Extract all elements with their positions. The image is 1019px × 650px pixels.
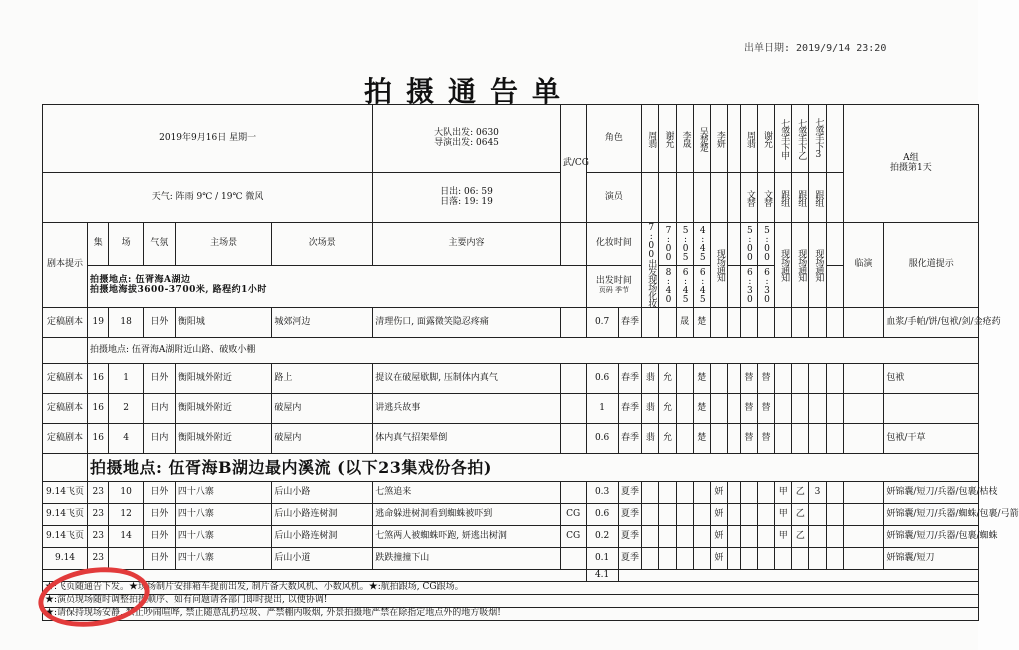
cell-main: 衡阳城外附近 [175, 424, 271, 454]
cell-main: 四十八寨 [175, 526, 271, 548]
departure-times [373, 105, 561, 173]
cell-costume: 妍锦囊/短刀 [884, 548, 979, 570]
table-row [43, 364, 979, 394]
cell-role-mark [727, 308, 740, 338]
table-row [43, 548, 979, 570]
cell-sc: 12 [109, 504, 143, 526]
group-name: A组 [903, 152, 919, 163]
cell-role-mark [676, 548, 693, 570]
cell-sc: 1 [109, 364, 143, 394]
cell-role-mark [757, 482, 774, 504]
role-name: 李妍 [710, 105, 727, 173]
cell-role-mark [710, 308, 727, 338]
scene-group-c [43, 482, 1019, 570]
cell-sub: 后山小道 [272, 548, 373, 570]
cell-role-mark [693, 548, 710, 570]
cell-sc: 4 [109, 424, 143, 454]
actor-name: 文替 [740, 173, 757, 223]
makeup-time: 5:00 [757, 223, 774, 266]
cell-ep: 23 [88, 526, 109, 548]
cell-tag: 定稿剧本 [43, 424, 88, 454]
cell-role-mark [642, 308, 659, 338]
cell-sub: 路上 [272, 364, 373, 394]
cell-main: 四十八寨 [175, 482, 271, 504]
depart-time-label: 出发时间 页码 季节 [586, 265, 642, 308]
cell-season: 夏季 [618, 504, 642, 526]
cell-role-mark: 替 [740, 424, 757, 454]
col-costume: 服化道提示 [884, 223, 979, 308]
actor-name: 跟组 [775, 173, 792, 223]
cell-role-mark [693, 482, 710, 504]
onsite-notice: 现场通知 [775, 223, 792, 308]
cell-role-mark [809, 364, 826, 394]
cell-cg [560, 308, 586, 338]
role-name: 谢允 [757, 105, 774, 173]
shoot-date: 2019年9月16日 星期一 [43, 105, 373, 173]
role-name: 吴楚楚 [693, 105, 710, 173]
cell-season: 夏季 [618, 548, 642, 570]
cell-content: 七煞两人被蜘蛛吓跑, 妍逃出树洞 [373, 526, 561, 548]
cell-main: 四十八寨 [175, 548, 271, 570]
makeup-time: 5:05 [676, 223, 693, 266]
depart-time: 6:45 [676, 265, 693, 308]
note-line: ★:演员现场随时调整拍摄顺序、如有问题请各部门即时提出, 以便协调! [43, 595, 979, 608]
cell-sc: 18 [109, 308, 143, 338]
cell-tag: 定稿剧本 [43, 364, 88, 394]
cell-pg: 0.6 [586, 424, 618, 454]
cell-pg: 1 [586, 394, 618, 424]
cell-season: 春季 [618, 308, 642, 338]
cell-role-mark: 3 [809, 482, 826, 504]
cell-role-mark [659, 482, 676, 504]
table-row [43, 482, 979, 504]
cell-season: 夏季 [618, 526, 642, 548]
cell-role-mark [757, 526, 774, 548]
cell-content: 逃命躲进树洞看到蜘蛛被吓到 [373, 504, 561, 526]
cell-role-mark [775, 548, 792, 570]
cell-role-mark [792, 308, 809, 338]
cell-main: 衡阳城 [175, 308, 271, 338]
cell-content: 清理伤口, 面露微笑隐忍疼痛 [373, 308, 561, 338]
cell-cg [560, 364, 586, 394]
role-name [727, 105, 740, 173]
cell-mood: 日外 [143, 504, 175, 526]
role-name: 谢允 [659, 105, 676, 173]
role-name: 周翡 [740, 105, 757, 173]
altitude-line: 拍摄地海拔3600-3700米, 路程约1小时 [90, 285, 267, 296]
col-main-set: 主场景 [175, 223, 271, 266]
cell-role-mark: 妍 [710, 482, 727, 504]
cell-season: 春季 [618, 364, 642, 394]
sunrise: 日出: 06: 59 [440, 186, 493, 197]
cell-role-mark: 甲 [775, 526, 792, 548]
cell-mood: 日外 [143, 364, 175, 394]
cell-role-mark [727, 548, 740, 570]
cell-temp [843, 394, 884, 424]
cell-role-mark [740, 526, 757, 548]
cell-role-mark: 楚 [693, 394, 710, 424]
cell-role-mark [809, 394, 826, 424]
cell-cg: CG [560, 504, 586, 526]
cell-role-mark [757, 308, 774, 338]
cell-season: 夏季 [618, 482, 642, 504]
cell-mood: 日外 [143, 308, 175, 338]
role-name: 七煞手下乙 [792, 105, 809, 173]
cell-tag: 9.14 [43, 548, 88, 570]
cell-role-mark [676, 482, 693, 504]
cell-role-mark: 替 [740, 364, 757, 394]
cell-role-mark: 楚 [693, 424, 710, 454]
actor-name [710, 173, 727, 223]
cell-temp [843, 424, 884, 454]
cell-tag: 定稿剧本 [43, 394, 88, 424]
cell-role-mark: 翡 [642, 424, 659, 454]
cell-role-mark: 楚 [693, 308, 710, 338]
cell-role-mark [727, 526, 740, 548]
cell-role-mark: 乙 [792, 504, 809, 526]
actor-label: 演员 [586, 173, 642, 223]
cell-role-mark [809, 424, 826, 454]
cell-sub: 后山小路 [272, 482, 373, 504]
page-title: 拍摄通告单 [364, 75, 575, 108]
scene-group-a [43, 308, 1001, 338]
location-secondary: 拍摄地点: 伍胥海A湖附近山路、破败小棚 [88, 338, 979, 364]
cell-role-mark: 替 [740, 394, 757, 424]
cell-content: 提议在破屋歇脚, 压制体内真气 [373, 364, 561, 394]
depart-time: 6:30 [757, 265, 774, 308]
cell-role-mark [809, 548, 826, 570]
col-sub-set: 次场景 [272, 223, 373, 266]
cell-role-mark [792, 424, 809, 454]
makeup-time: 7:00 [659, 223, 676, 266]
cell-temp [843, 364, 884, 394]
cell-role-mark [642, 526, 659, 548]
cell-role-mark [710, 364, 727, 394]
cell-role-mark [809, 526, 826, 548]
table-row [43, 308, 979, 338]
call-sheet-table [42, 104, 1019, 621]
cell-role-mark [727, 504, 740, 526]
cell-role-mark: 晟 [676, 308, 693, 338]
cell-role-mark: 允 [659, 394, 676, 424]
cell-role-mark [792, 548, 809, 570]
cell-role-mark [727, 364, 740, 394]
location-tertiary: 拍摄地点: 伍胥海B湖边最内溪流 (以下23集戏份各拍) [88, 454, 979, 482]
sunset: 日落: 19: 19 [440, 196, 493, 207]
col-temp-actors: 临演 [843, 223, 884, 308]
scene-group-b [43, 364, 979, 454]
makeup-time: 4:45 [693, 223, 710, 266]
cell-content: 跌跌撞撞下山 [373, 548, 561, 570]
cell-cg [560, 424, 586, 454]
cell-role-mark [676, 364, 693, 394]
cell-ep: 23 [88, 548, 109, 570]
cell-pg: 0.7 [586, 308, 618, 338]
table-row [43, 526, 979, 548]
cell-sc: 10 [109, 482, 143, 504]
cell-role-mark: 妍 [710, 526, 727, 548]
wu-cg-label: 武/CG [560, 105, 586, 223]
cell-role-mark: 替 [757, 364, 774, 394]
cell-role-mark: 乙 [792, 526, 809, 548]
cell-costume [884, 394, 979, 424]
cell-role-mark [727, 424, 740, 454]
cell-sub: 后山小路连树洞 [272, 526, 373, 548]
actor-name: 文替 [757, 173, 774, 223]
cell-role-mark [792, 394, 809, 424]
cell-cg [560, 548, 586, 570]
cell-temp [843, 482, 884, 504]
location-line: 拍摄地点: 伍胥海A湖边 [90, 275, 191, 286]
actor-name [693, 173, 710, 223]
note-line: ★:飞页随通告下发。★现场制片安排箱车提前出发, 制片备大数风机、小数风机。★:航拍跟场, CG跟场。 [43, 582, 979, 595]
makeup-time-label: 化妆时间 [586, 223, 642, 266]
cell-ep: 23 [88, 482, 109, 504]
cell-mood: 日内 [143, 424, 175, 454]
cell-cg: CG [560, 526, 586, 548]
group-badge [843, 105, 978, 223]
cell-role-mark [642, 504, 659, 526]
cell-role-mark [659, 548, 676, 570]
actor-name [659, 173, 676, 223]
cell-role-mark [710, 394, 727, 424]
cell-temp [843, 308, 884, 338]
role-name: 周翡 [642, 105, 659, 173]
cell-season: 春季 [618, 424, 642, 454]
season-label: 季节 [615, 286, 630, 295]
cell-role-mark [676, 504, 693, 526]
cell-role-mark [809, 504, 826, 526]
depart-time: 8:40 [659, 265, 676, 308]
col-content: 主要内容 [373, 223, 561, 266]
cell-role-mark [740, 308, 757, 338]
cell-role-mark: 替 [757, 424, 774, 454]
cell-role-mark [740, 548, 757, 570]
cell-tag: 9.14飞页 [43, 504, 88, 526]
role-name: 七煞手下3 [809, 105, 826, 173]
cell-main: 衡阳城外附近 [175, 394, 271, 424]
cell-role-mark [757, 548, 774, 570]
cell-sub: 破屋内 [272, 394, 373, 424]
depart-time: 6:30 [740, 265, 757, 308]
cell-role-mark: 允 [659, 364, 676, 394]
cell-costume: 包袱/干草 [884, 424, 979, 454]
actor-name: 跟组 [792, 173, 809, 223]
cell-ep: 16 [88, 364, 109, 394]
cell-content: 体内真气招架晕倒 [373, 424, 561, 454]
cell-costume: 包袱 [884, 364, 979, 394]
shoot-day: 拍摄第1天 [889, 162, 932, 173]
cell-role-mark [792, 364, 809, 394]
cell-role-mark [740, 504, 757, 526]
cell-role-mark [727, 394, 740, 424]
table-row [43, 504, 979, 526]
cell-role-mark [775, 308, 792, 338]
cell-sc: 2 [109, 394, 143, 424]
cell-temp [843, 548, 884, 570]
cell-costume: 妍锦囊/短刀/兵器/蜘蛛/包裹/弓箭 [884, 504, 979, 526]
cell-role-mark [642, 482, 659, 504]
makeup-time: 5:00 [740, 223, 757, 266]
col-script: 剧本提示 [43, 223, 88, 308]
role-name: 李晟 [676, 105, 693, 173]
cell-mood: 日外 [143, 526, 175, 548]
cell-role-mark [659, 526, 676, 548]
cell-role-mark [693, 504, 710, 526]
cell-temp [843, 504, 884, 526]
col-episode: 集 [88, 223, 109, 266]
cell-role-mark [676, 424, 693, 454]
cell-role-mark: 允 [659, 424, 676, 454]
cell-pg: 0.6 [586, 504, 618, 526]
cell-mood: 日外 [143, 482, 175, 504]
cell-ep: 16 [88, 394, 109, 424]
cell-season: 春季 [618, 394, 642, 424]
cell-role-mark: 乙 [792, 482, 809, 504]
cell-costume: 血浆/手帕/饼/包袱/剑/金疮药 [884, 308, 979, 338]
makeup-note: 7:00出发现场化妆 [642, 223, 659, 308]
cell-role-mark [710, 424, 727, 454]
cell-content: 七煞追来 [373, 482, 561, 504]
role-name: 七煞手下甲 [775, 105, 792, 173]
actor-name [676, 173, 693, 223]
cell-role-mark [659, 308, 676, 338]
sun-times [373, 173, 561, 223]
actor-name [727, 173, 740, 223]
cell-cg [560, 394, 586, 424]
cell-costume: 妍锦囊/短刀/兵器/包裹/枯枝 [884, 482, 979, 504]
cell-role-mark: 妍 [710, 504, 727, 526]
cell-costume: 妍锦囊/短刀/兵器/包裹/蜘蛛 [884, 526, 979, 548]
cell-role-mark [727, 482, 740, 504]
cell-content: 讲逃兵故事 [373, 394, 561, 424]
onsite-notice: 现场通知 [792, 223, 809, 308]
cell-sc [109, 548, 143, 570]
cell-role-mark [642, 548, 659, 570]
cell-role-mark: 翡 [642, 364, 659, 394]
director-departure: 导演出发: 0645 [434, 137, 499, 148]
cell-mood: 日外 [143, 548, 175, 570]
cell-role-mark: 甲 [775, 482, 792, 504]
weather: 天气: 阵雨 9℃ / 19℃ 微风 [43, 173, 373, 223]
cell-mood: 日内 [143, 394, 175, 424]
onsite-notice: 现场通知 [710, 223, 727, 308]
cell-tag: 定稿剧本 [43, 308, 88, 338]
cell-sc: 14 [109, 526, 143, 548]
actor-name: 跟组 [809, 173, 826, 223]
cell-pg: 0.3 [586, 482, 618, 504]
cell-main: 四十八寨 [175, 504, 271, 526]
cell-pg: 0.2 [586, 526, 618, 548]
cell-ep: 16 [88, 424, 109, 454]
cell-role-mark: 甲 [775, 504, 792, 526]
cell-sub: 城郊河边 [272, 308, 373, 338]
cell-ep: 23 [88, 504, 109, 526]
table-row [43, 424, 979, 454]
cell-pg: 0.1 [586, 548, 618, 570]
issue-date: 出单日期: 2019/9/14 23:20 [744, 43, 887, 54]
cell-cg [560, 482, 586, 504]
cell-role-mark: 替 [757, 394, 774, 424]
cell-temp [843, 526, 884, 548]
cell-main: 衡阳城外附近 [175, 364, 271, 394]
cell-role-mark: 翡 [642, 394, 659, 424]
onsite-notice: 现场通知 [809, 223, 826, 308]
cell-role-mark [659, 504, 676, 526]
cell-role-mark: 楚 [693, 364, 710, 394]
role-label: 角色 [586, 105, 642, 173]
location-primary [88, 265, 587, 308]
cell-role-mark [693, 526, 710, 548]
cell-pg: 0.6 [586, 364, 618, 394]
cell-role-mark [676, 526, 693, 548]
cell-role-mark [775, 364, 792, 394]
page-label: 页码 [598, 286, 613, 295]
cell-tag: 9.14飞页 [43, 482, 88, 504]
actor-name [642, 173, 659, 223]
col-scene: 场 [109, 223, 143, 266]
table-row [43, 394, 979, 424]
cell-role-mark [809, 308, 826, 338]
cell-tag: 9.14飞页 [43, 526, 88, 548]
cell-role-mark [676, 394, 693, 424]
col-mood: 气氛 [143, 223, 175, 266]
note-line: ★:请保持现场安静, 禁止吵闹喧哗, 禁止随意乱扔垃圾、严禁棚内吸烟, 外景拍摄地严禁在除指定地点外的地方吸烟! [43, 608, 979, 621]
cell-role-mark [775, 394, 792, 424]
cell-sub: 破屋内 [272, 424, 373, 454]
cell-ep: 19 [88, 308, 109, 338]
depart-time: 6:45 [693, 265, 710, 308]
cell-sub: 后山小路连树洞 [272, 504, 373, 526]
page-total: 4.1 [586, 570, 618, 582]
cell-role-mark: 妍 [710, 548, 727, 570]
cell-role-mark [757, 504, 774, 526]
cell-role-mark [740, 482, 757, 504]
crew-departure: 大队出发: 0630 [434, 127, 499, 138]
cell-role-mark [775, 424, 792, 454]
